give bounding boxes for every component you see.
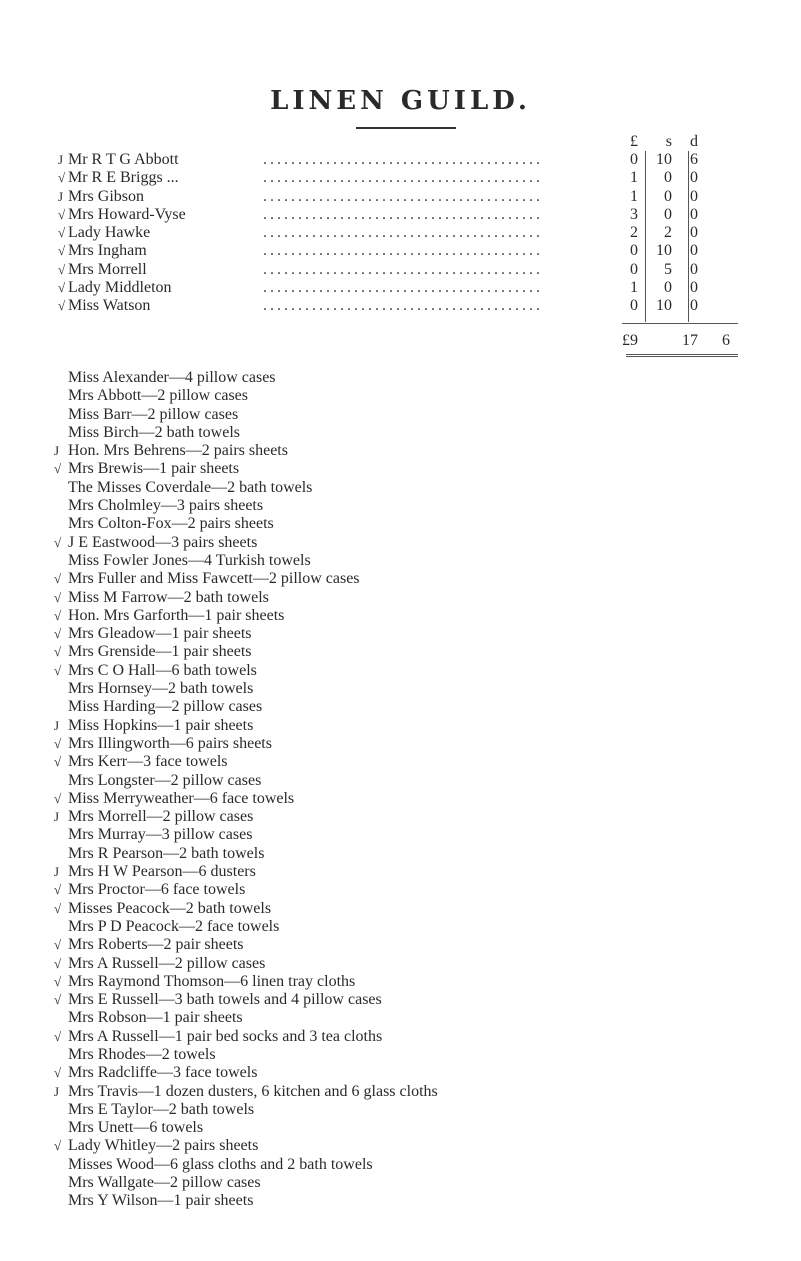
- gift-entry: [54, 863, 788, 881]
- check-mark: J: [58, 152, 64, 167]
- gift-text: Mrs E Taylor—2 bath towels: [68, 1100, 255, 1118]
- ledger-rows: [58, 151, 733, 316]
- gift-entry: [54, 625, 788, 643]
- gift-text: Hon. Mrs Behrens—2 pairs sheets: [68, 442, 288, 460]
- check-mark: J: [58, 188, 64, 204]
- gift-text: Mrs Raymond Thomson—6 linen tray cloths: [68, 972, 356, 990]
- check-mark: √: [54, 461, 62, 477]
- gift-entry: [68, 406, 788, 424]
- check-mark: √: [54, 937, 62, 953]
- gift-entry: [54, 789, 788, 808]
- gift-entry: [68, 845, 788, 863]
- amount-pence: 0: [690, 169, 698, 187]
- gift-entry: [68, 424, 788, 442]
- gift-text: Mrs Robson—1 pair sheets: [68, 1009, 243, 1027]
- subscriber-name: Mrs Morrell: [68, 260, 147, 278]
- ledger-row: [58, 205, 733, 224]
- pence-header: d: [690, 133, 698, 150]
- check-mark: √: [54, 754, 62, 770]
- total-shillings: 17: [682, 332, 698, 349]
- gift-text: Mrs Unett—6 towels: [68, 1119, 204, 1137]
- check-mark: √: [54, 735, 62, 751]
- amount-pounds: 0: [630, 242, 638, 260]
- amount-shillings: 0: [664, 169, 672, 187]
- gift-text: The Misses Coverdale—2 bath towels: [68, 478, 313, 496]
- check-mark: √: [54, 1065, 62, 1081]
- gift-text: Misses Wood—6 glass cloths and 2 bath towels: [68, 1155, 373, 1173]
- check-mark: J: [54, 443, 60, 459]
- leader-dots: ........................................: [263, 224, 543, 242]
- gift-text: Mrs Murray—3 pillow cases: [68, 826, 253, 844]
- gift-entry: [68, 369, 788, 387]
- ledger-row: [58, 260, 733, 279]
- gift-text: Mrs E Russell—3 bath towels and 4 pillow cases: [68, 991, 382, 1009]
- shillings-header: s: [665, 133, 672, 150]
- gift-text: Mrs Y Wilson—1 pair sheets: [68, 1192, 254, 1210]
- gift-entry: [54, 808, 788, 826]
- amount-pence: 6: [690, 151, 698, 168]
- check-mark: √: [54, 626, 62, 642]
- gift-entry: [54, 753, 788, 771]
- gift-text: Mrs Abbott—2 pillow cases: [68, 387, 248, 405]
- check-mark: √: [58, 280, 66, 296]
- amount-shillings: 2: [664, 224, 672, 242]
- gift-text: Mrs Brewis—1 pair sheets: [68, 460, 240, 478]
- gift-entry: [68, 387, 788, 405]
- amount-pounds: 0: [630, 260, 638, 278]
- gift-text: Mrs Rhodes—2 towels: [68, 1045, 216, 1063]
- amount-pence: 0: [690, 260, 698, 278]
- check-mark: √: [54, 607, 62, 623]
- gift-entry: [54, 570, 788, 588]
- gift-entry: [54, 936, 788, 954]
- gift-entry: [54, 734, 788, 753]
- check-mark: √: [54, 1138, 62, 1154]
- amount-shillings: 10: [656, 151, 672, 168]
- gift-entry: [54, 442, 788, 460]
- check-mark: J: [54, 717, 60, 733]
- gift-text: Miss Alexander—4 pillow cases: [68, 369, 276, 386]
- gift-text: Miss Barr—2 pillow cases: [68, 405, 239, 423]
- gift-text: Mrs Travis—1 dozen dusters, 6 kitchen and 6 glass cloths: [68, 1082, 438, 1100]
- gift-entry: [68, 772, 788, 790]
- page-title: LINEN GUILD.: [270, 86, 531, 116]
- check-mark: √: [58, 206, 66, 222]
- gift-entry: [54, 972, 788, 991]
- check-mark: √: [58, 170, 66, 186]
- ledger-row: [58, 242, 733, 260]
- ledger-row: [58, 151, 733, 169]
- gift-text: Mrs P D Peacock—2 face towels: [68, 917, 280, 935]
- gift-entry: [54, 716, 788, 735]
- gift-entry: [54, 533, 788, 552]
- amount-shillings: 5: [664, 260, 672, 278]
- gift-text: Mrs Roberts—2 pair sheets: [68, 936, 244, 954]
- sum-rule: [622, 323, 738, 324]
- check-mark: √: [54, 662, 62, 678]
- check-mark: J: [54, 1083, 60, 1099]
- subscriber-name: Mr R E Briggs ...: [68, 169, 179, 187]
- gift-text: Mrs Grenside—1 pair sheets: [68, 643, 252, 661]
- gift-entry: [68, 826, 788, 844]
- gift-text: Mrs Fuller and Miss Fawcett—2 pillow cases: [68, 570, 360, 588]
- amount-pounds: 1: [630, 169, 638, 187]
- title-underline: [356, 127, 456, 129]
- gift-text: Mrs H W Pearson—6 dusters: [68, 863, 256, 881]
- subscription-ledger: [58, 133, 733, 316]
- gift-entry: [68, 680, 788, 698]
- ledger-row: [58, 224, 733, 242]
- ledger-row: [58, 169, 733, 187]
- amount-pence: 0: [690, 205, 698, 223]
- gift-entry: [68, 698, 788, 716]
- gift-text: Miss Harding—2 pillow cases: [68, 698, 263, 716]
- amount-shillings: 0: [664, 279, 672, 297]
- check-mark: √: [54, 534, 62, 550]
- gift-text: Mrs Wallgate—2 pillow cases: [68, 1174, 261, 1192]
- amount-pounds: 2: [630, 224, 638, 242]
- gift-entry: [54, 1137, 788, 1155]
- amount-pence: 0: [690, 187, 698, 205]
- gift-entry: [68, 552, 788, 570]
- gift-text: Mrs Proctor—6 face towels: [68, 881, 246, 899]
- gift-entry: [68, 1192, 788, 1210]
- check-mark: J: [54, 809, 60, 825]
- leader-dots: ........................................: [263, 151, 543, 168]
- gift-entry: [54, 460, 788, 478]
- check-mark: √: [58, 261, 66, 277]
- gift-text: Mrs Radcliffe—3 face towels: [68, 1064, 258, 1082]
- amount-pence: 0: [690, 279, 698, 297]
- amount-pounds: 1: [630, 187, 638, 205]
- check-mark: J: [54, 864, 60, 880]
- amount-shillings: 0: [664, 187, 672, 205]
- gift-entry: [54, 661, 788, 680]
- leader-dots: ........................................: [263, 187, 543, 205]
- gift-text: Mrs C O Hall—6 bath towels: [68, 661, 257, 679]
- subscriber-name: Mrs Howard-Vyse: [68, 205, 186, 223]
- check-mark: √: [54, 1028, 62, 1044]
- subscriber-name: Lady Hawke: [68, 224, 151, 242]
- ledger-row: [58, 279, 733, 297]
- gift-entry: [54, 1064, 788, 1082]
- check-mark: √: [54, 790, 62, 806]
- gift-entry: [54, 588, 788, 607]
- check-mark: √: [54, 900, 62, 916]
- gift-entry: [68, 1119, 788, 1137]
- gifts-list: [54, 369, 788, 1211]
- leader-dots: ........................................: [263, 169, 543, 187]
- leader-dots: ........................................: [263, 279, 543, 297]
- column-divider-shillings: [688, 151, 689, 322]
- gift-text: Miss M Farrow—2 bath towels: [68, 588, 269, 606]
- gift-text: Mrs Longster—2 pillow cases: [68, 771, 262, 789]
- gift-entry: [54, 643, 788, 661]
- ledger-row: [58, 187, 733, 206]
- gift-entry: [68, 1156, 788, 1174]
- gift-text: Mrs A Russell—2 pillow cases: [68, 954, 266, 972]
- check-mark: √: [58, 243, 66, 259]
- total-pounds: £9: [622, 332, 638, 349]
- gift-entry: [68, 479, 788, 497]
- gift-entry: [68, 918, 788, 936]
- gift-entry: [68, 1046, 788, 1064]
- gift-text: Miss Birch—2 bath towels: [68, 423, 240, 441]
- leader-dots: ........................................: [263, 297, 543, 315]
- check-mark: √: [54, 955, 62, 971]
- gift-text: J E Eastwood—3 pairs sheets: [68, 533, 258, 551]
- amount-shillings: 0: [664, 205, 672, 223]
- amount-shillings: 10: [656, 297, 672, 315]
- gift-entry: [54, 899, 788, 918]
- check-mark: √: [54, 973, 62, 989]
- check-mark: √: [58, 298, 66, 314]
- gift-entry: [54, 606, 788, 625]
- gift-text: Hon. Mrs Garforth—1 pair sheets: [68, 606, 285, 624]
- gift-entry: [54, 881, 788, 899]
- gift-text: Mrs Morrell—2 pillow cases: [68, 808, 254, 826]
- total-double-rule: [626, 354, 738, 357]
- leader-dots: ........................................: [263, 205, 543, 223]
- gift-text: Miss Merryweather—6 face towels: [68, 789, 295, 807]
- amount-pence: 0: [690, 224, 698, 242]
- amount-pounds: 0: [630, 151, 638, 168]
- gift-entry: [68, 497, 788, 515]
- check-mark: √: [54, 589, 62, 605]
- gift-text: Miss Hopkins—1 pair sheets: [68, 716, 254, 734]
- gift-text: Miss Fowler Jones—4 Turkish towels: [68, 551, 311, 569]
- gift-text: Mrs Gleadow—1 pair sheets: [68, 625, 252, 643]
- gift-text: Mrs Illingworth—6 pairs sheets: [68, 734, 272, 752]
- column-divider-pounds: [645, 151, 646, 322]
- gift-entry: [68, 1101, 788, 1119]
- subscriber-name: Mr R T G Abbott: [68, 151, 179, 168]
- amount-pounds: 3: [630, 205, 638, 223]
- subscriber-name: Miss Watson: [68, 297, 151, 315]
- gift-entry: [68, 515, 788, 533]
- total-pence: 6: [722, 332, 730, 349]
- leader-dots: ........................................: [263, 260, 543, 278]
- amount-pence: 0: [690, 297, 698, 315]
- gift-entry: [54, 991, 788, 1009]
- ledger-row: [58, 297, 733, 315]
- gift-text: Mrs Hornsey—2 bath towels: [68, 680, 254, 698]
- check-mark: √: [54, 571, 62, 587]
- gift-entry: [68, 1009, 788, 1027]
- gift-text: Mrs Cholmley—3 pairs sheets: [68, 497, 264, 515]
- gift-text: Mrs R Pearson—2 bath towels: [68, 844, 265, 862]
- gift-text: Misses Peacock—2 bath towels: [68, 899, 272, 917]
- gift-entry: [68, 1174, 788, 1192]
- check-mark: √: [54, 644, 62, 660]
- amount-pounds: 1: [630, 279, 638, 297]
- amount-pence: 0: [690, 242, 698, 260]
- gift-entry: [54, 1027, 788, 1046]
- gift-text: Mrs A Russell—1 pair bed socks and 3 tea cloths: [68, 1027, 383, 1045]
- subscriber-name: Lady Middleton: [68, 279, 172, 297]
- gift-entry: [54, 1082, 788, 1101]
- gift-text: Mrs Kerr—3 face towels: [68, 753, 228, 771]
- amount-pounds: 0: [630, 297, 638, 315]
- pounds-header: £: [630, 133, 638, 150]
- gift-entry: [54, 954, 788, 973]
- subscriber-name: Mrs Gibson: [68, 187, 145, 205]
- subscriber-name: Mrs Ingham: [68, 242, 147, 260]
- ledger-header: [68, 133, 733, 151]
- amount-shillings: 10: [656, 242, 672, 260]
- gift-text: Lady Whitley—2 pairs sheets: [68, 1137, 259, 1155]
- check-mark: √: [58, 225, 66, 241]
- leader-dots: ........................................: [263, 242, 543, 260]
- check-mark: √: [54, 882, 62, 898]
- gift-text: Mrs Colton-Fox—2 pairs sheets: [68, 515, 274, 533]
- check-mark: √: [54, 992, 62, 1008]
